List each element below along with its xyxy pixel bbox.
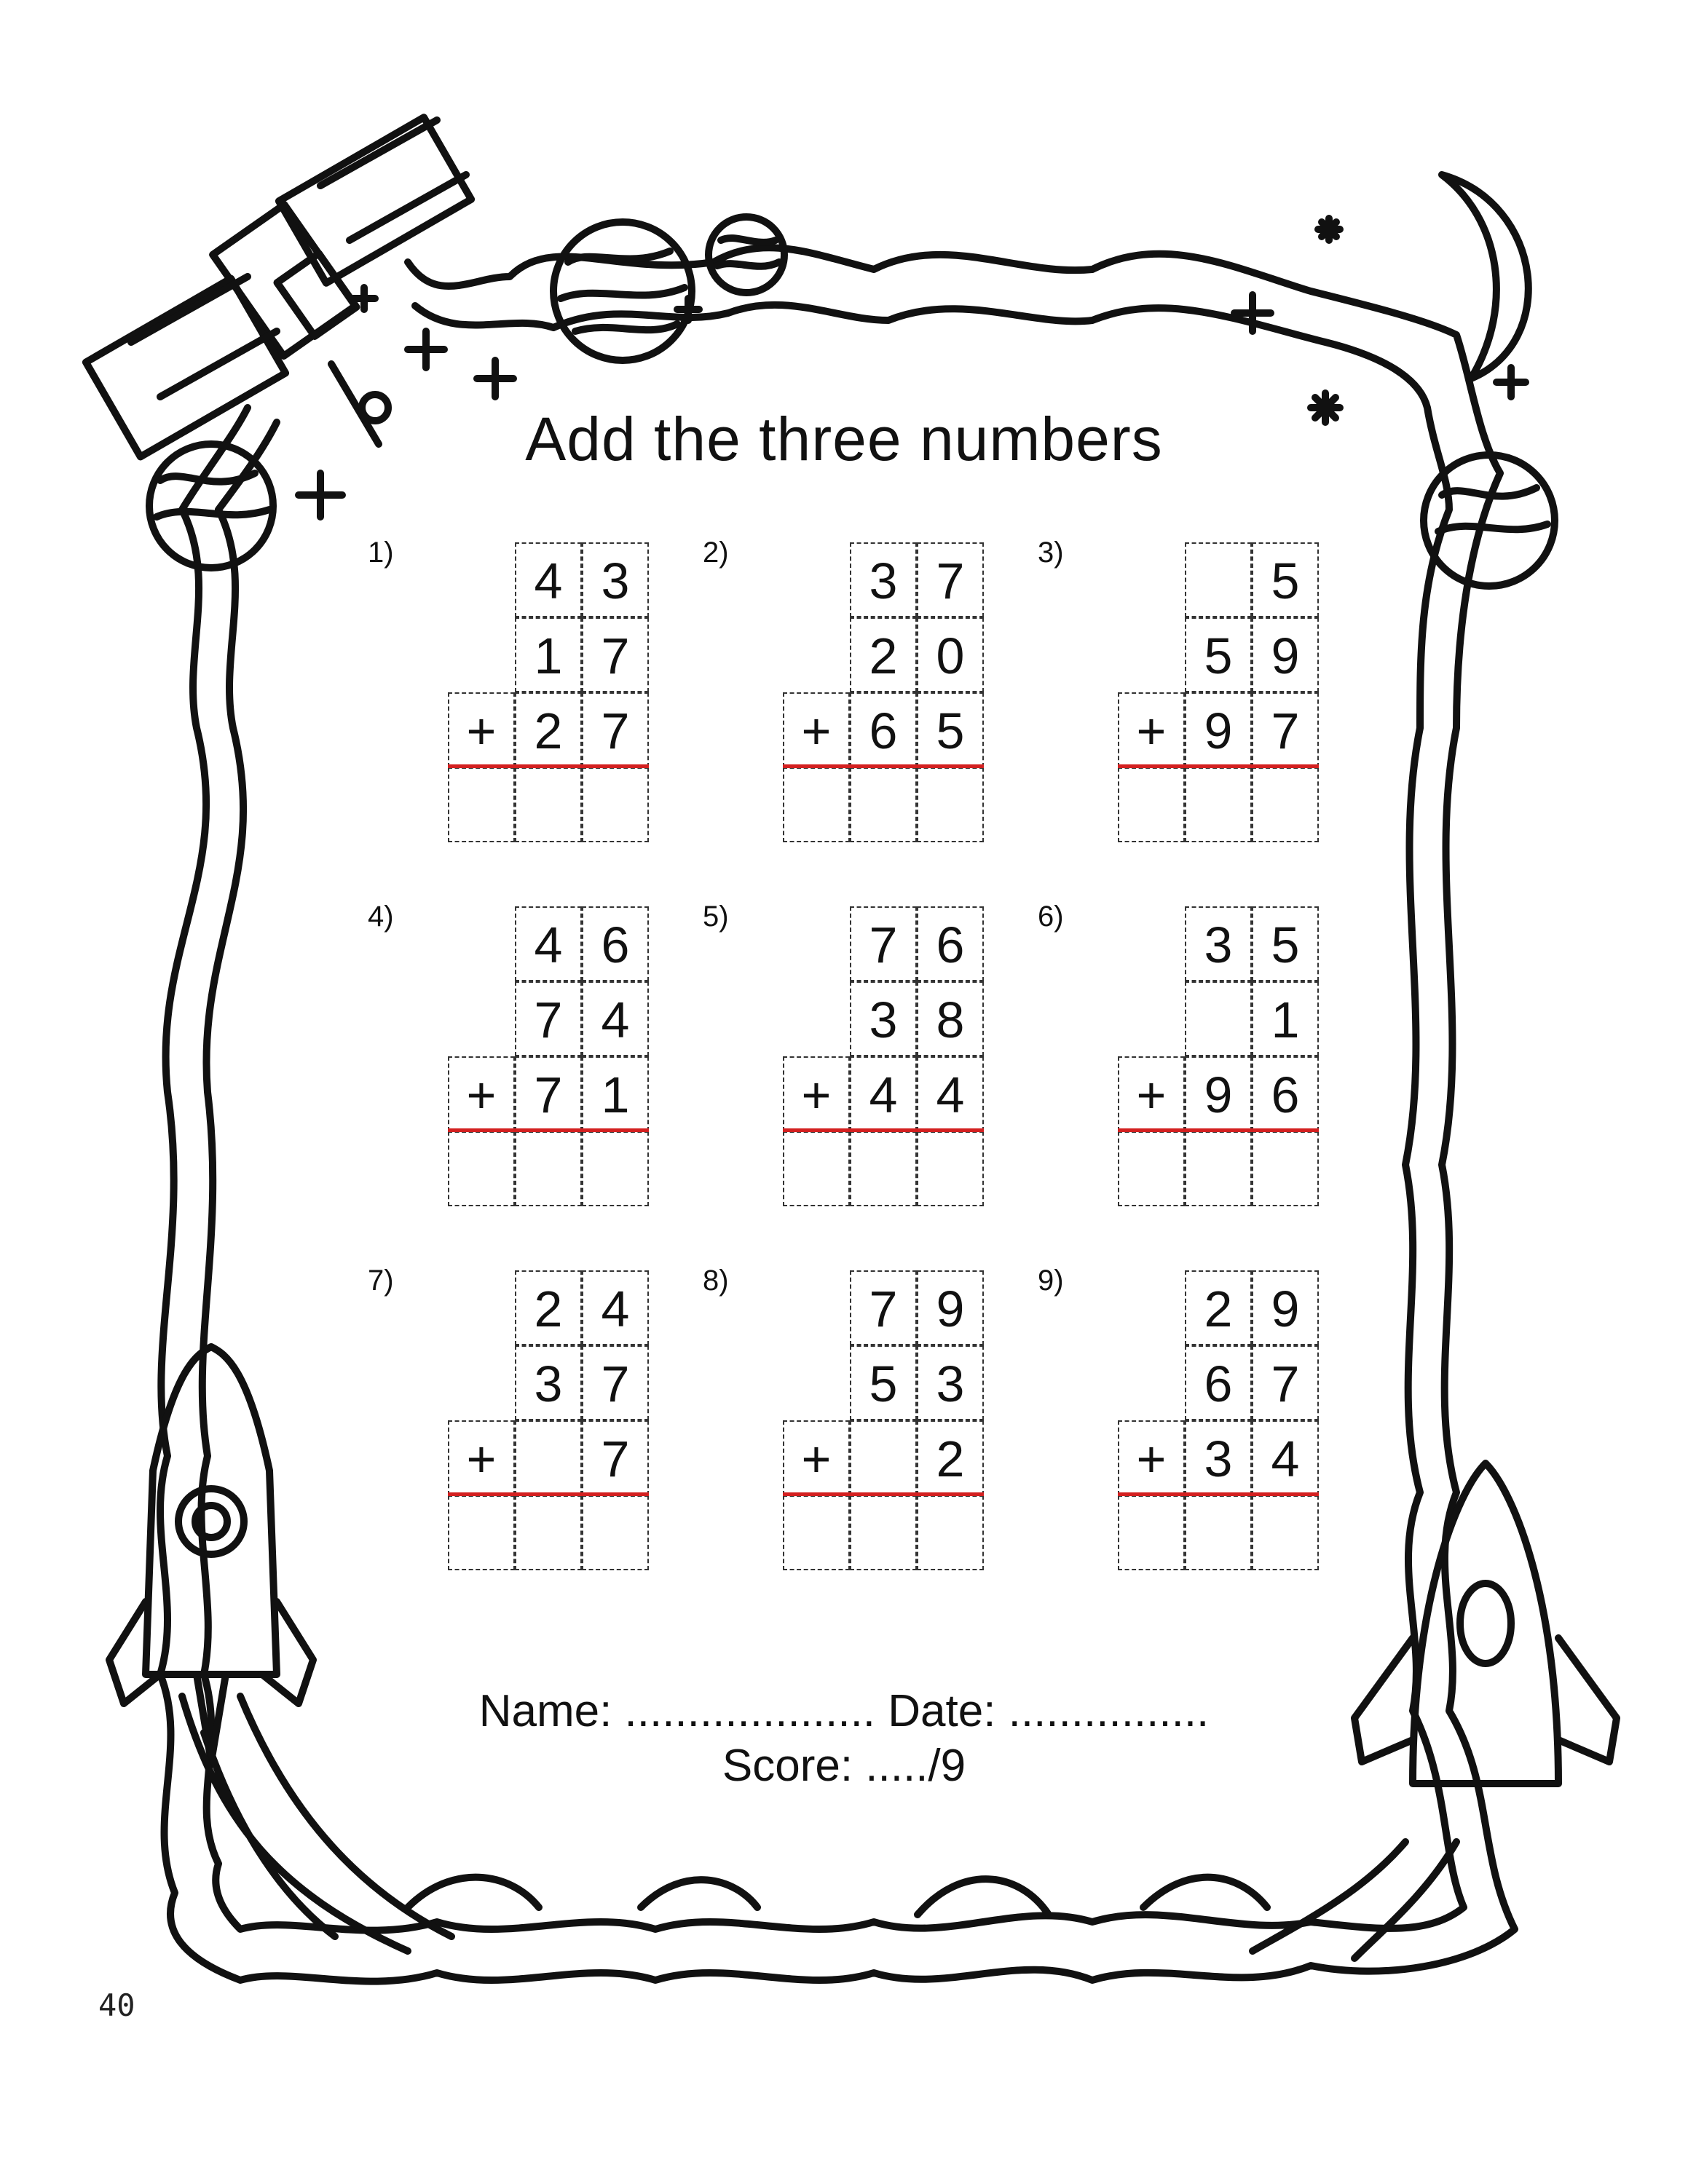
problem-number: 9) [1038,1265,1064,1297]
digit-cell: 3 [1185,906,1252,981]
answer-cell[interactable] [1118,767,1185,842]
plus-sign: + [783,1056,850,1131]
problem-1 [368,537,674,855]
digit-cell: 5 [850,1345,917,1420]
digit-cell: 4 [850,1056,917,1131]
digit-cell: 7 [515,1056,582,1131]
answer-cell[interactable] [582,1495,649,1570]
digit-cell: 1 [1252,981,1319,1056]
digit-cell: 6 [582,906,649,981]
digit-cell: 3 [850,542,917,617]
answer-cell[interactable] [1252,767,1319,842]
answer-cell[interactable] [783,1131,850,1206]
answer-cell[interactable] [1185,1131,1252,1206]
digit-cell: 7 [850,906,917,981]
digit-cell [1185,542,1252,617]
problem-2 [703,537,1009,855]
sum-line [448,1492,649,1496]
sum-line [783,764,984,768]
answer-cell[interactable] [783,767,850,842]
plus-sign: + [1118,1420,1185,1495]
answer-cell[interactable] [515,1131,582,1206]
sum-line [783,1492,984,1496]
digit-cell: 7 [582,617,649,692]
plus-sign: + [448,692,515,767]
answer-cell[interactable] [1118,1495,1185,1570]
digit-cell: 9 [917,1270,984,1345]
answer-cell[interactable] [850,767,917,842]
digit-cell: 7 [582,692,649,767]
answer-cell[interactable] [917,767,984,842]
problem-7 [368,1265,674,1583]
answer-cell[interactable] [448,1495,515,1570]
digit-cell: 9 [1252,617,1319,692]
answer-cell[interactable] [1185,767,1252,842]
digit-cell: 4 [582,981,649,1056]
problem-number: 4) [368,901,394,933]
problem-number: 5) [703,901,729,933]
plus-sign: + [783,1420,850,1495]
digit-cell: 4 [917,1056,984,1131]
sum-line [1118,1492,1319,1496]
digit-cell: 2 [917,1420,984,1495]
digit-cell: 3 [850,981,917,1056]
answer-cell[interactable] [917,1495,984,1570]
answer-cell[interactable] [783,1495,850,1570]
digit-cell: 3 [917,1345,984,1420]
digit-cell [515,1420,582,1495]
plus-sign: + [448,1420,515,1495]
digit-cell: 0 [917,617,984,692]
digit-cell: 6 [917,906,984,981]
problem-4 [368,901,674,1219]
sum-line [1118,1128,1319,1132]
problem-8 [703,1265,1009,1583]
answer-cell[interactable] [1252,1131,1319,1206]
problem-number: 8) [703,1265,729,1297]
answer-cell[interactable] [582,767,649,842]
digit-cell: 7 [1252,1345,1319,1420]
plus-sign: + [783,692,850,767]
plus-sign: + [448,1056,515,1131]
problem-number: 1) [368,537,394,569]
plus-sign: + [1118,1056,1185,1131]
answer-cell[interactable] [850,1495,917,1570]
answer-cell[interactable] [515,1495,582,1570]
answer-cell[interactable] [1185,1495,1252,1570]
digit-cell: 9 [1252,1270,1319,1345]
digit-cell: 7 [515,981,582,1056]
digit-cell: 1 [582,1056,649,1131]
page-number: 40 [98,1987,135,2023]
plus-sign: + [1118,692,1185,767]
problem-number: 6) [1038,901,1064,933]
sum-line [783,1128,984,1132]
digit-cell: 2 [515,692,582,767]
digit-cell: 4 [515,906,582,981]
problem-3 [1038,537,1344,855]
digit-cell: 7 [850,1270,917,1345]
digit-cell: 4 [582,1270,649,1345]
digit-cell: 1 [515,617,582,692]
digit-cell: 3 [582,542,649,617]
answer-cell[interactable] [515,767,582,842]
digit-cell: 9 [1185,692,1252,767]
digit-cell: 7 [1252,692,1319,767]
answer-cell[interactable] [582,1131,649,1206]
answer-cell[interactable] [1118,1131,1185,1206]
digit-cell: 5 [1185,617,1252,692]
problem-6 [1038,901,1344,1219]
problem-number: 3) [1038,537,1064,569]
digit-cell: 6 [1252,1056,1319,1131]
problem-5 [703,901,1009,1219]
digit-cell: 6 [1185,1345,1252,1420]
digit-cell: 3 [1185,1420,1252,1495]
digit-cell [850,1420,917,1495]
digit-cell: 2 [1185,1270,1252,1345]
digit-cell: 2 [515,1270,582,1345]
digit-cell: 6 [850,692,917,767]
digit-cell: 7 [917,542,984,617]
answer-cell[interactable] [850,1131,917,1206]
digit-cell: 7 [582,1420,649,1495]
digit-cell: 3 [515,1345,582,1420]
name-date-line: Name: .................... Date: ................ [478,1686,1210,1736]
digit-cell [1185,981,1252,1056]
answer-cell[interactable] [1252,1495,1319,1570]
problem-number: 7) [368,1265,394,1297]
digit-cell: 8 [917,981,984,1056]
digit-cell: 7 [582,1345,649,1420]
problem-9 [1038,1265,1344,1583]
sum-line [448,1128,649,1132]
answer-cell[interactable] [448,1131,515,1206]
problem-number: 2) [703,537,729,569]
digit-cell: 2 [850,617,917,692]
answer-cell[interactable] [917,1131,984,1206]
page-title: Add the three numbers [525,405,1163,473]
sum-line [448,764,649,768]
sum-line [1118,764,1319,768]
digit-cell: 5 [1252,906,1319,981]
answer-cell[interactable] [448,767,515,842]
digit-cell: 4 [515,542,582,617]
score-line: Score: ...../9 [722,1741,966,1791]
digit-cell: 4 [1252,1420,1319,1495]
digit-cell: 5 [1252,542,1319,617]
digit-cell: 5 [917,692,984,767]
digit-cell: 9 [1185,1056,1252,1131]
